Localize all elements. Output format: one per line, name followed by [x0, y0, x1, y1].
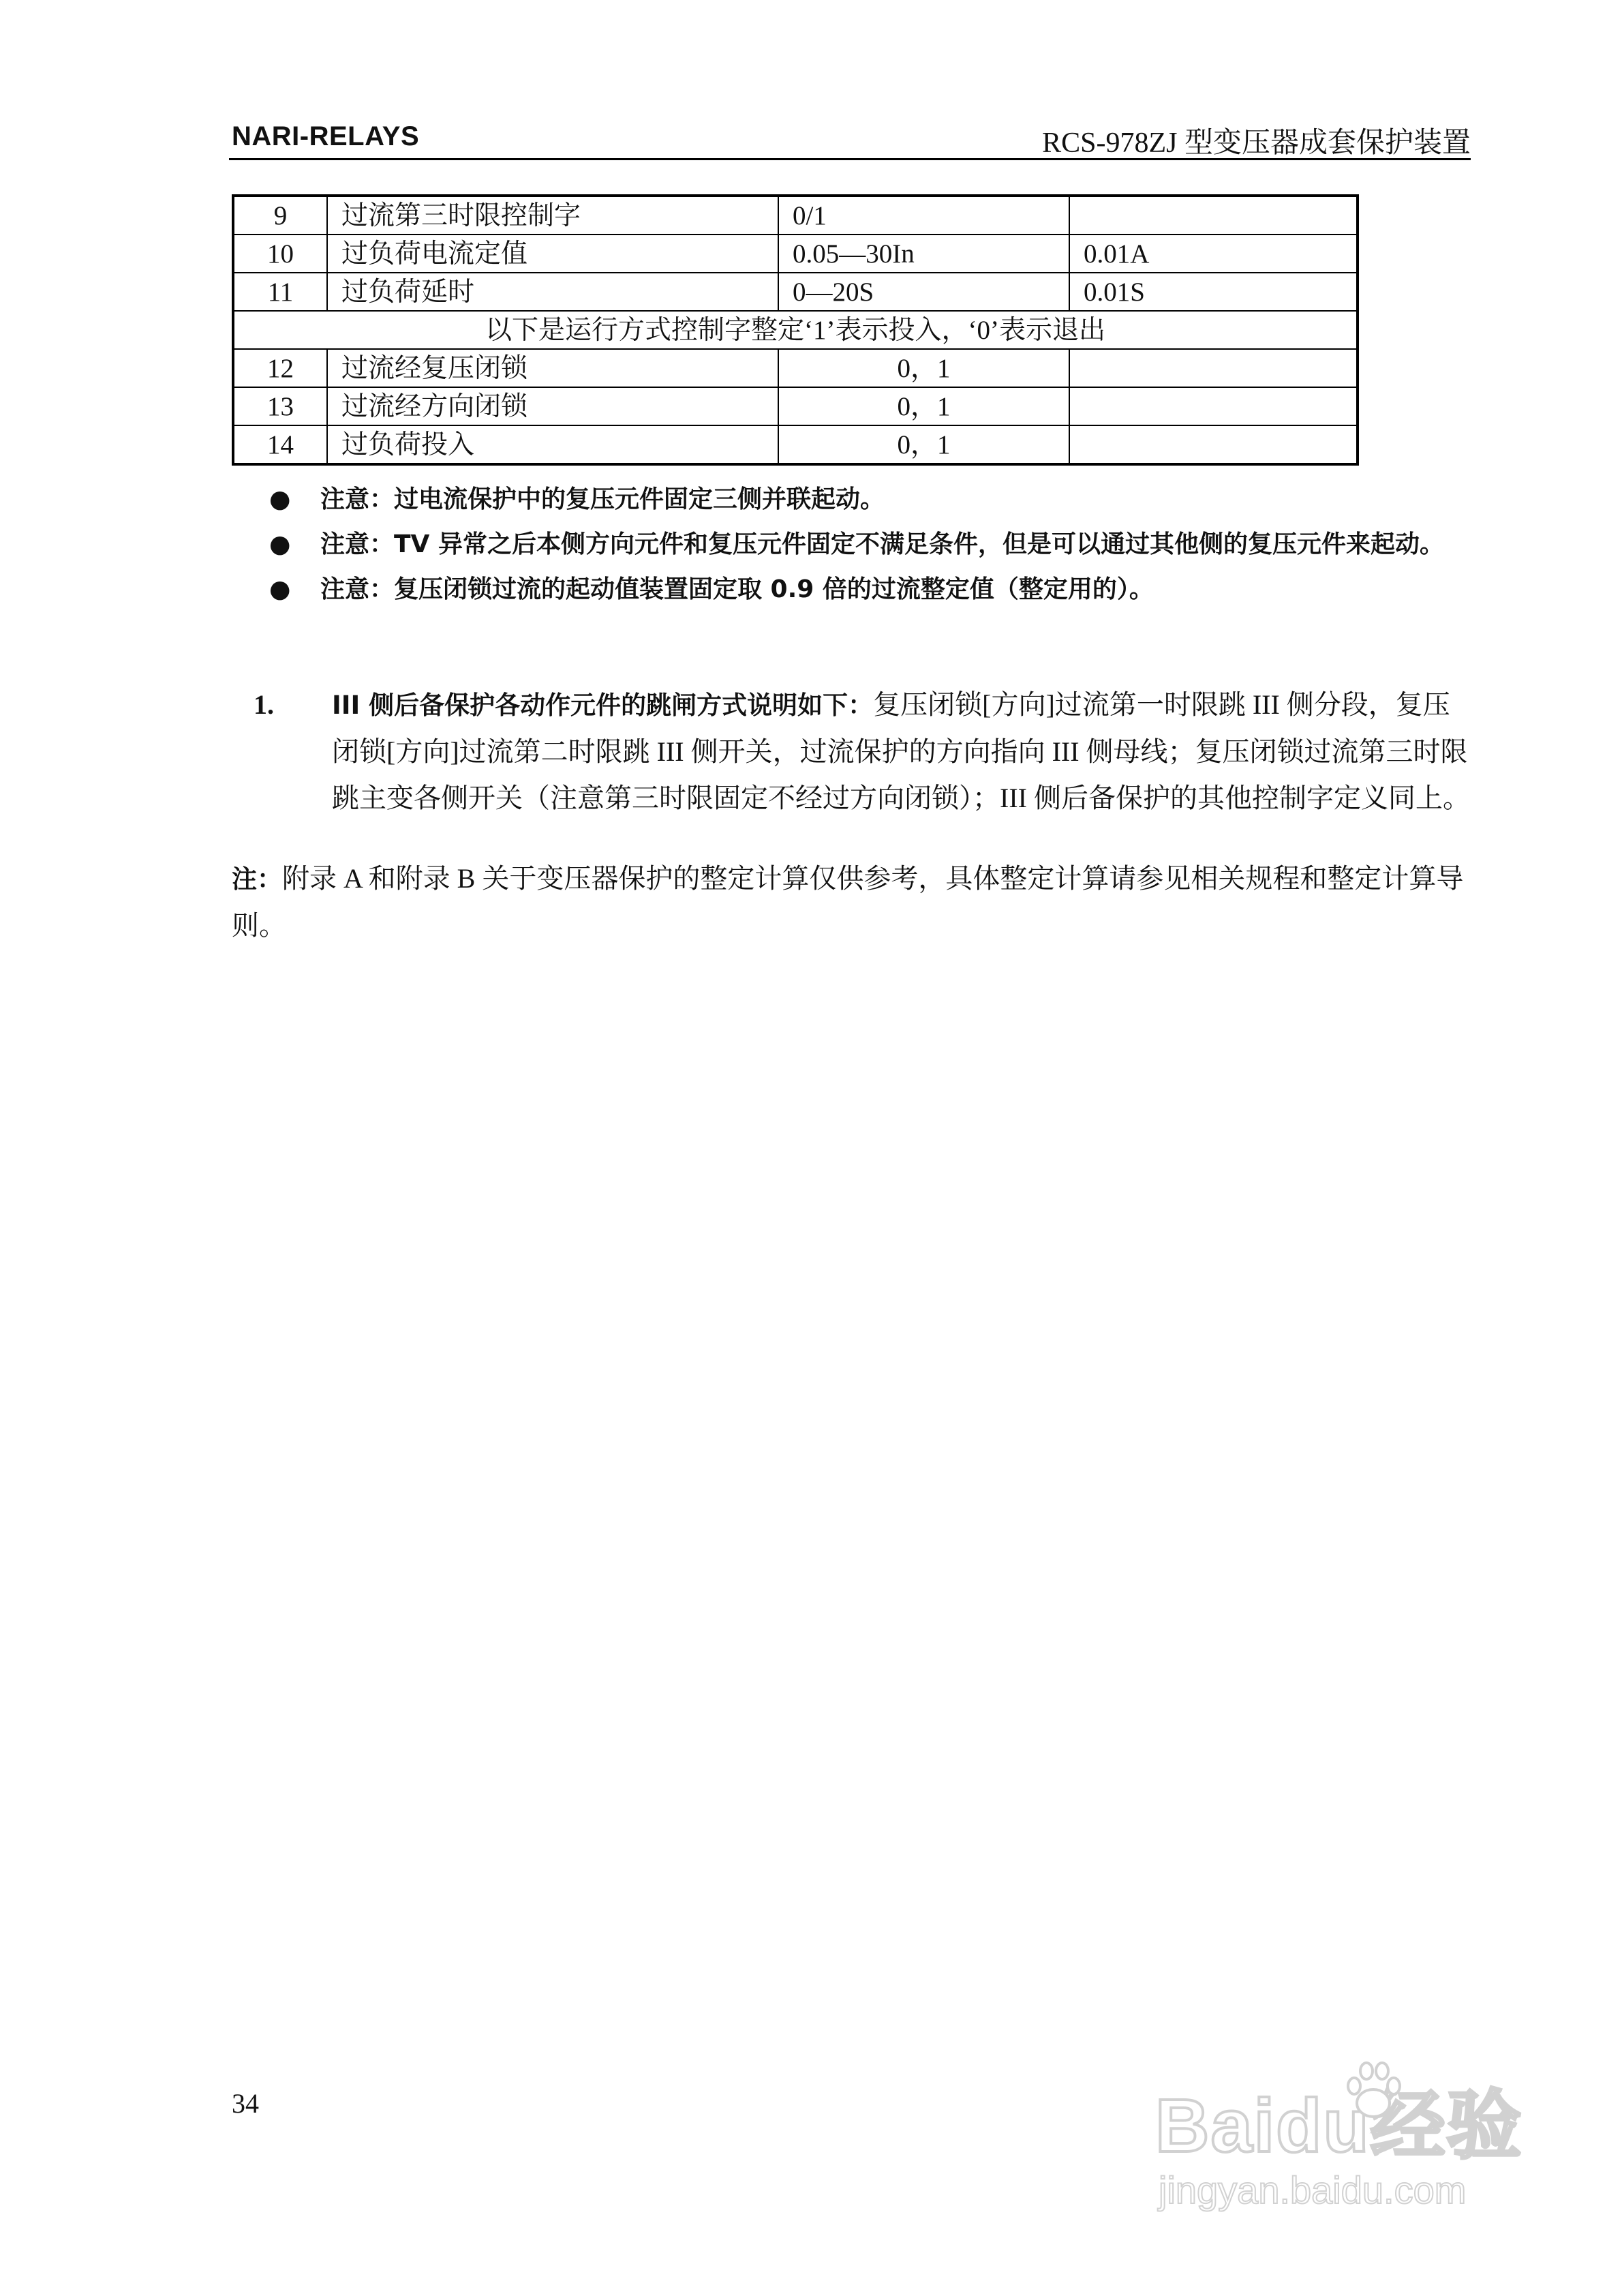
- cell-step: 0.01S: [1069, 273, 1358, 311]
- cell-range: 0，1: [778, 387, 1069, 425]
- cell-step: [1069, 425, 1358, 464]
- cell-name: 过流经复压闭锁: [327, 349, 778, 387]
- cell-name: 过负荷延时: [327, 273, 778, 311]
- footnote-lead: 注：: [232, 864, 282, 894]
- list-item: [269, 522, 1475, 567]
- footnote-body: 附录 A 和附录 B 关于变压器保护的整定计算仅供参考，具体整定计算请参见相关规程和整定计算导则。: [232, 863, 1464, 941]
- cell-range: 0/1: [778, 196, 1069, 235]
- list-item: [269, 477, 1475, 522]
- table-row: [233, 273, 1358, 311]
- cell-name: 过流第三时限控制字: [327, 196, 778, 235]
- watermark-main: Baidu经验: [1155, 2084, 1523, 2168]
- header-brand: NARI-RELAYS: [232, 121, 420, 151]
- table-row: [233, 196, 1358, 235]
- note-text: 注意：TV 异常之后本侧方向元件和复压元件固定不满足条件，但是可以通过其他侧的复压元件来起动。: [320, 530, 1444, 558]
- paragraph-lead: III 侧后备保护各动作元件的跳闸方式说明如下：: [332, 691, 874, 720]
- cell-num: 13: [233, 387, 327, 425]
- paragraph-text: [332, 682, 1473, 821]
- table-row: [233, 349, 1358, 387]
- page-number: 34: [232, 2088, 259, 2119]
- cell-num: 9: [233, 196, 327, 235]
- table-row: [233, 425, 1358, 464]
- cell-name: 过流经方向闭锁: [327, 387, 778, 425]
- cell-range: 0.05—30In: [778, 235, 1069, 273]
- cell-num: 12: [233, 349, 327, 387]
- cell-name: 过负荷投入: [327, 425, 778, 464]
- header-doc-title: RCS-978ZJ 型变压器成套保护装置: [1042, 127, 1471, 159]
- cell-step: 0.01A: [1069, 235, 1358, 273]
- note-text: 注意：过电流保护中的复压元件固定三侧并联起动。: [320, 485, 885, 513]
- header-rule: [229, 158, 1471, 160]
- numbered-paragraph: [254, 682, 1473, 821]
- cell-name: 过负荷电流定值: [327, 235, 778, 273]
- cell-step: [1069, 349, 1358, 387]
- cell-range: 0—20S: [778, 273, 1069, 311]
- note-text: 注意：复压闭锁过流的起动值装置固定取 0.9 倍的过流整定值（整定用的）。: [320, 575, 1154, 603]
- table-section-row: [233, 311, 1358, 349]
- section-label: 以下是运行方式控制字整定‘1’表示投入，‘0’表示退出: [233, 311, 1358, 349]
- cell-num: 11: [233, 273, 327, 311]
- bullet-icon: ●: [269, 485, 291, 513]
- bullet-icon: ●: [269, 575, 291, 603]
- table-row: [233, 235, 1358, 273]
- watermark: [1118, 2052, 1540, 2222]
- cell-range: 0，1: [778, 425, 1069, 464]
- bullet-icon: ●: [269, 530, 291, 558]
- paragraph-body: 复压闭锁[方向]过流第一时限跳 III 侧分段，复压闭锁[方向]过流第二时限跳 III 侧开关，过流保护的方向指向 III 侧母线；复压闭锁过流第三时限跳主变各侧开关（注意第三时限固定不经过方向闭锁）；III 侧后备保护的其他控制字定义同上。: [332, 689, 1470, 813]
- watermark-sub: jingyan.baidu.com: [1159, 2169, 1467, 2211]
- table-row: [233, 387, 1358, 425]
- cell-step: [1069, 387, 1358, 425]
- cell-num: 14: [233, 425, 327, 464]
- paragraph-number: 1.: [254, 689, 274, 720]
- paw-icon: [1343, 2059, 1404, 2124]
- footnote: [232, 856, 1479, 949]
- cell-range: 0，1: [778, 349, 1069, 387]
- settings-table: [232, 194, 1359, 466]
- cell-num: 10: [233, 235, 327, 273]
- list-item: [269, 567, 1475, 612]
- notes-list: [269, 477, 1475, 612]
- cell-step: [1069, 196, 1358, 235]
